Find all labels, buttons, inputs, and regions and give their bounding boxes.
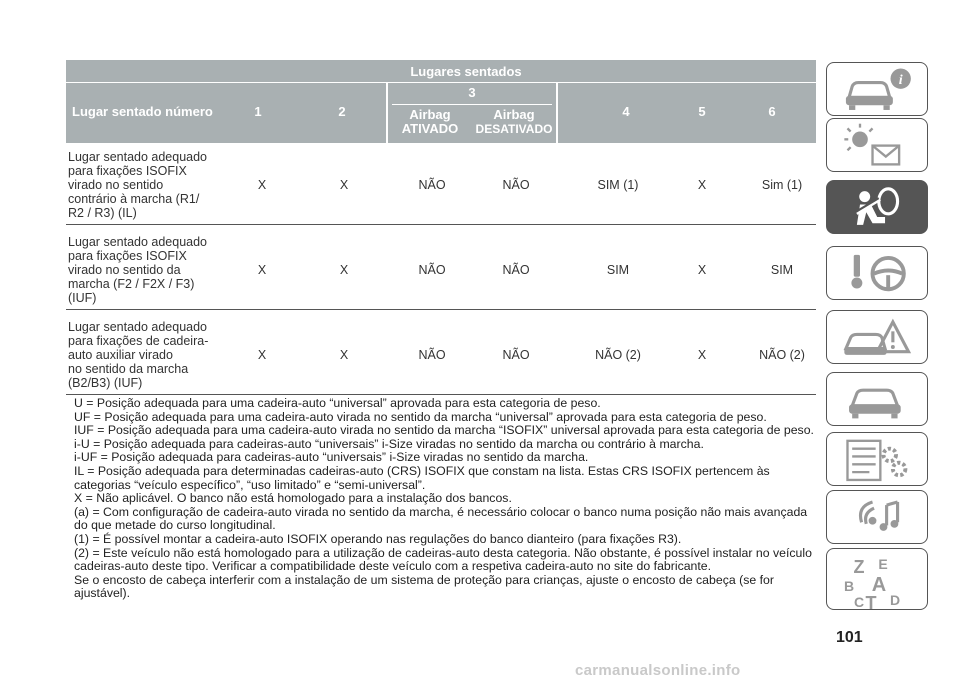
row-1-col-2: X [339, 178, 349, 192]
note-item: (a) = Com configuração de cadeira-auto virada no sentido da marcha, é necessário colocar o banco numa posição não mais avançada do que metade do curso longitudinal. [74, 504, 808, 533]
row-1-col-6: Sim (1) [761, 178, 803, 192]
note-item: U = Posição adequada para uma cadeira-auto “universal” aprovada para esta categoria de peso. [74, 396, 601, 410]
sidebar-tab-emergency[interactable] [826, 310, 928, 364]
index-letter: A [871, 574, 887, 596]
row-3-col-2: X [339, 348, 349, 362]
airbag-on-label: Airbag [409, 107, 451, 122]
column-6-header: 6 [768, 104, 776, 119]
svg-text:i: i [898, 72, 903, 89]
note-item: UF = Posição adequada para uma cadeira-auto virada no sentido da marcha “universal” aprovada para esta categoria de peso. [74, 409, 767, 424]
row-3-col-1: X [257, 348, 267, 362]
row-2-col-1: X [257, 263, 267, 277]
airbag-on-state: ATIVADO [401, 121, 459, 136]
note-item: IL = Posição adequada para determinadas cadeiras-auto (CRS) ISOFIX que constam na lista. Estas CRS ISOFIX pertencem às categorias “veículo específico”, “uso limitado” e “semi-universal”. [74, 463, 770, 492]
note-item: X = Não aplicável. O banco não está homologado para a instalação dos bancos. [74, 491, 512, 506]
sidebar-tab-safety[interactable] [826, 180, 928, 234]
sidebar-tab-index[interactable] [826, 548, 928, 610]
row-2-label: Lugar sentado adequado para fixações ISOFIX virado no sentido da marcha (F2 / F2X / F3) (IUF) [68, 235, 208, 305]
note-item: i-UF = Posição adequada para cadeiras-auto “universais” i-Size viradas no sentido da marcha. [74, 450, 589, 465]
table-bottom-rule [66, 394, 816, 395]
sidebar-tab-multimedia[interactable] [826, 490, 928, 544]
row-3-col-4: NÃO (2) [595, 348, 641, 362]
seat-number-label: Lugar sentado número [72, 104, 213, 119]
table-title: Lugares sentados [410, 64, 522, 79]
index-letter: Z [853, 557, 865, 577]
header-separator [392, 104, 552, 105]
car-service-icon [827, 373, 929, 427]
column-1-header: 1 [254, 104, 262, 119]
row-2-col-4: SIM [606, 263, 630, 277]
car-breakdown-triangle-icon [827, 311, 929, 365]
row-divider [66, 224, 816, 225]
key-steering-wheel-icon [827, 247, 929, 301]
index-letter: T [865, 593, 877, 611]
row-3-label: Lugar sentado adequado para fixações de cadeira- auto auxiliar virado no sentido da marcha (B2/B3) (IUF) [68, 320, 209, 390]
row-3-col-5: X [697, 348, 707, 362]
row-1-label: Lugar sentado adequado para fixações ISOFIX virado no sentido contrário à marcha (R1/ R2 / R3) (IL) [68, 150, 208, 220]
multimedia-music-icon [827, 491, 929, 545]
column-3-header: 3 [468, 85, 476, 100]
note-item: (1) = É possível montar a cadeira-auto ISOFIX operando nas regulações do banco dianteiro (para fixações R3). [74, 531, 682, 546]
index-letter: C [853, 594, 865, 610]
page-number: 101 [836, 629, 863, 646]
row-2-col-2: X [339, 263, 349, 277]
row-1-col-4: SIM (1) [597, 178, 639, 192]
row-divider [66, 309, 816, 310]
row-2-col-5: X [697, 263, 707, 277]
header-separator [556, 82, 558, 143]
row-3-col-3b: NÃO [502, 348, 530, 362]
sidebar-tab-starting-driving[interactable] [826, 246, 928, 300]
row-1-col-5: X [697, 178, 707, 192]
index-letter: D [889, 592, 901, 608]
index-letters-icon [827, 549, 929, 611]
airbag-off-header [472, 108, 556, 136]
row-2-col-3a: NÃO [418, 263, 446, 277]
row-1-col-3b: NÃO [502, 178, 530, 192]
legend-notes [74, 397, 814, 601]
index-letter: B [843, 578, 855, 594]
warning-lights-message-icon [827, 119, 929, 173]
header-separator [386, 82, 388, 143]
row-1-col-1: X [257, 178, 267, 192]
note-item: i-U = Posição adequada para cadeiras-auto “universais” i-Size viradas no sentido da marcha ou contrário à marcha. [74, 436, 704, 451]
sidebar-tab-warning-lights[interactable] [826, 118, 928, 172]
seat-airbag-icon [827, 181, 929, 235]
row-1-col-3a: NÃO [418, 178, 446, 192]
airbag-on-header [392, 108, 468, 136]
row-2-col-6: SIM [770, 263, 794, 277]
row-2-col-3b: NÃO [502, 263, 530, 277]
row-3-col-3a: NÃO [418, 348, 446, 362]
sidebar-tab-technical-data[interactable] [826, 432, 928, 486]
watermark: carmanualsonline.info [575, 662, 741, 679]
sidebar-tab-maintenance[interactable] [826, 372, 928, 426]
specifications-gears-icon [827, 433, 929, 487]
sidebar-tab-car-info[interactable] [826, 62, 928, 116]
index-letter: E [878, 556, 888, 572]
note-item: IUF = Posição adequada para uma cadeira-auto virada no sentido da marcha “ISOFIX” universal aprovada para esta categoria de peso. [74, 423, 814, 438]
airbag-off-label: Airbag [493, 107, 535, 122]
car-info-icon [827, 63, 929, 117]
header-separator [216, 82, 816, 83]
column-5-header: 5 [698, 104, 706, 119]
column-2-header: 2 [338, 104, 346, 119]
note-item: (2) = Este veículo não está homologado para a utilização de cadeiras-auto desta categoria. Não obstante, é possível instalar no veículo cadeiras-auto deste tipo. Verificar a compatibilidade deste veículo com a respetiva cadeira-auto no site do fabricante. [74, 545, 812, 574]
row-3-col-6: NÃO (2) [759, 348, 805, 362]
airbag-off-state: DESATIVADO [475, 122, 553, 136]
column-4-header: 4 [622, 104, 630, 119]
note-item: Se o encosto de cabeça interferir com a instalação de um sistema de proteção para crianças, ajuste o encosto de cabeça (se for ajustável). [74, 572, 774, 601]
